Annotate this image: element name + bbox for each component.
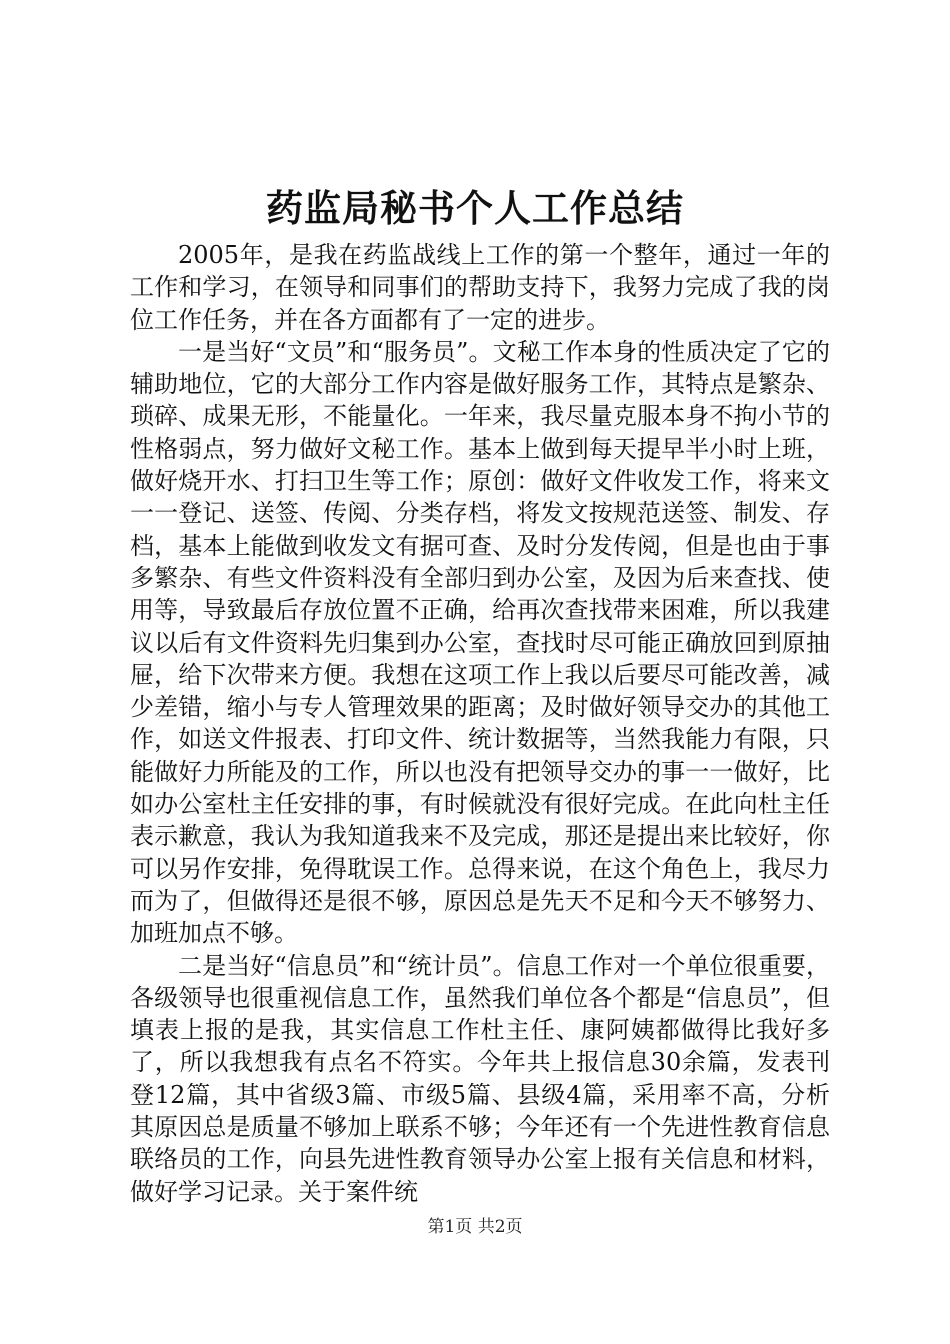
paragraph-intro: 2005年，是我在药监战线上工作的第一个整年，通过一年的工作和学习，在领导和同事们的帮助支持下，我努力完成了我的岗位工作任务，并在各方面都有了一定的进步。 [130, 241, 830, 334]
paragraph-clerk-and-service: 一是当好“文员”和“服务员”。文秘工作本身的性质决定了它的辅助地位，它的大部分工作内容是做好服务工作，其特点是繁杂、琐碎、成果无形，不能量化。一年来，我尽量克服本身不拘小节的性格弱点，努力做好文秘工作。基本上做到每天提早半小时上班，做好烧开水、打扫卫生等工作；原创：做好文件收发工作，将来文一一登记、送签、传阅、分类存档，将发文按规范送签、制发、存档，基本上能做到收发文有据可查、及时分发传阅，但是也由于事多繁杂、有些文件资料没有全部归到办公室，及因为后来查找、使用等，导致最后存放位置不正确，给再次查找带来困难，所以我建议以后有文件资料先归集到办公室，查找时尽可能正确放回到原抽屉，给下次带来方便。我想在这项工作上我以后要尽可能改善，减少差错，缩小与专人管理效果的距离；及时做好领导交办的其他工作，如送文件报表、打印文件、统计数据等，当然我能力有限，只能做好力所能及的工作，所以也没有把领导交办的事一一做好，比如办公室杜主任安排的事，有时候就没有很好完成。在此向杜主任表示歉意，我认为我知道我来不及完成，那还是提出来比较好，你可以另作安排，免得耽误工作。总得来说，在这个角色上，我尽力而为了，但做得还是很不够，原因总是先天不足和今天不够努力、加班加点不够。 [130, 337, 830, 948]
page-title: 药监局秘书个人工作总结 [266, 187, 684, 230]
document-body [130, 239, 830, 1208]
page-number-footer: 第1页 共2页 [427, 1217, 523, 1237]
paragraph-information-and-statistics: 二是当好“信息员”和“统计员”。信息工作对一个单位很重要，各级领导也很重视信息工作，虽然我们单位各个都是“信息员”，但填表上报的是我，其实信息工作杜主任、康阿姨都做得比我好多了，所以我想我有点名不符实。今年共上报信息30余篇，发表刊登12篇，其中省级3篇、市级5篇、县级4篇，采用率不高，分析其原因总是质量不够加上联系不够；今年还有一个先进性教育信息联络员的工作，向县先进性教育领导办公室上报有关信息和材料，做好学习记录。关于案件统 [130, 951, 830, 1206]
